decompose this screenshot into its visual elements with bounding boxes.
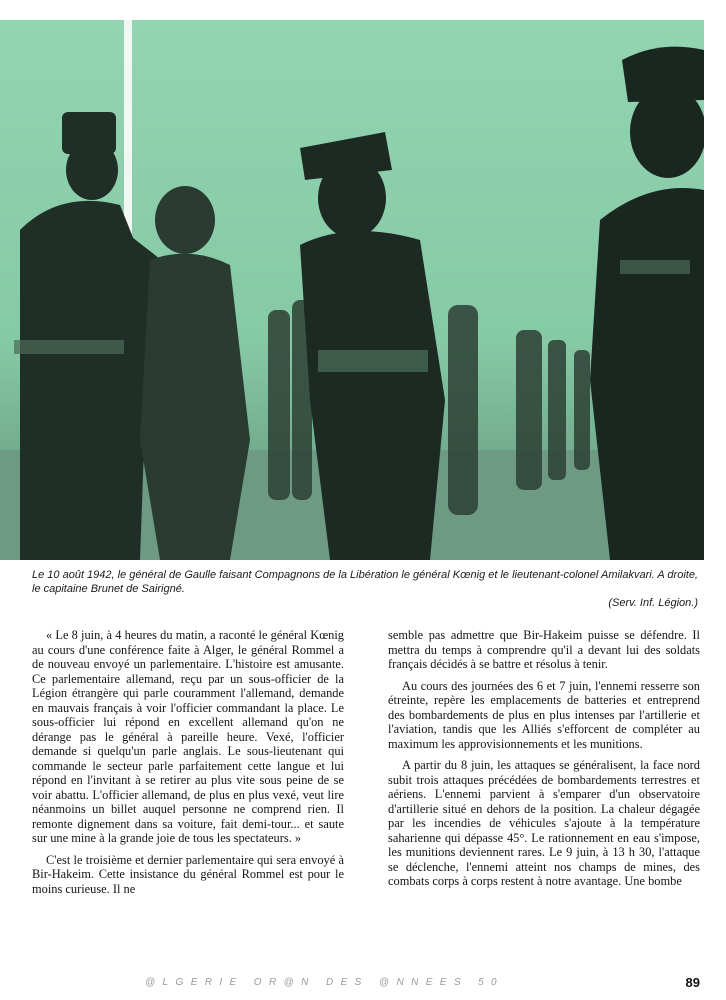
photo-ceremony-image (0, 20, 704, 560)
page-number: 89 (685, 975, 700, 990)
caption-credit: (Serv. Inf. Légion.) (608, 597, 698, 609)
photo-caption (32, 568, 698, 610)
page-footer (0, 975, 726, 995)
caption-text: Le 10 août 1942, le général de Gaulle faisant Compagnons de la Libération le général Kœnig et le lieutenant-colonel Amilakvari. A droite, le capitaine Brunet de Sairigné. (32, 569, 698, 595)
left-column (32, 628, 344, 903)
footer-watermark: @LGERIE OR@N DES @NNEES 50 (145, 977, 505, 988)
left-paragraph-2: C'est le troisième et dernier parlementaire qui sera envoyé à Bir-Hakeim. Cette insistance du général Rommel est pour le moins curieuse. Il ne (32, 852, 344, 896)
right-paragraph-2: Au cours des journées des 6 et 7 juin, l'ennemi resserre son étreinte, repère les emplacements de batteries et entreprend des bombardements de plus en plus intenses par l'artillerie et l'aviation, tandis que les Alliés s'efforcent de compléter au maximum les approvisionnements et les munitions. (388, 678, 700, 751)
right-column (388, 628, 700, 896)
historical-photo (0, 20, 704, 560)
right-paragraph-1: semble pas admettre que Bir-Hakeim puisse se défendre. Il mettra du temps à comprendre qu'il a devant lui des soldats français décidés à se battre et résolus à tenir. (388, 628, 700, 671)
right-paragraph-3: A partir du 8 juin, les attaques se généralisent, la face nord subit trois attaques précédées de bombardements terrestres et aériens. L'ennemi parvient à s'emparer d'un observatoire d'artillerie situé en dehors de la position. La chaleur dégagée par les incendies de véhicules s'ajoute à la température saharienne qui dépasse 45°. Le rationnement en eau s'impose, les munitions deviennent rares. Le 9 juin, à 13 h 30, l'attaque se déclenche, l'ennemi atteint nos champs de mines, des combats corps à corps restent à notre avantage. Une bombe (388, 758, 700, 888)
left-paragraph-1: « Le 8 juin, à 4 heures du matin, a raconté le général Kœnig au cours d'une conférence faite à Alger, le général Rommel a de nouveau envoyé un parlementaire. L'histoire est amusante. Ce parlementaire allemand, reçu par un sous-officier de la Légion étrangère qui parle couramment l'allemand, demande en mauvais français à voir l'officier commandant la place. Le sous-officier lui répond en excellent allemand qu'on ne dérange pas le général à pareille heure. Vexé, l'officier demande si quelqu'un parle anglais. Le sous-lieutenant qui commande le secteur parle parfaitement cette langue et lui répond en l'invitant à se retirer au plus vite sous peine de se voir abattu. L'officier allemand, de plus en plus vexé, veut lire néanmoins un billet auquel personne ne comprend rien. Il remonte dignement dans sa voiture, fait demi-tour... et saute sur une mine à la grande joie de tous les spectateurs. » (32, 628, 344, 845)
